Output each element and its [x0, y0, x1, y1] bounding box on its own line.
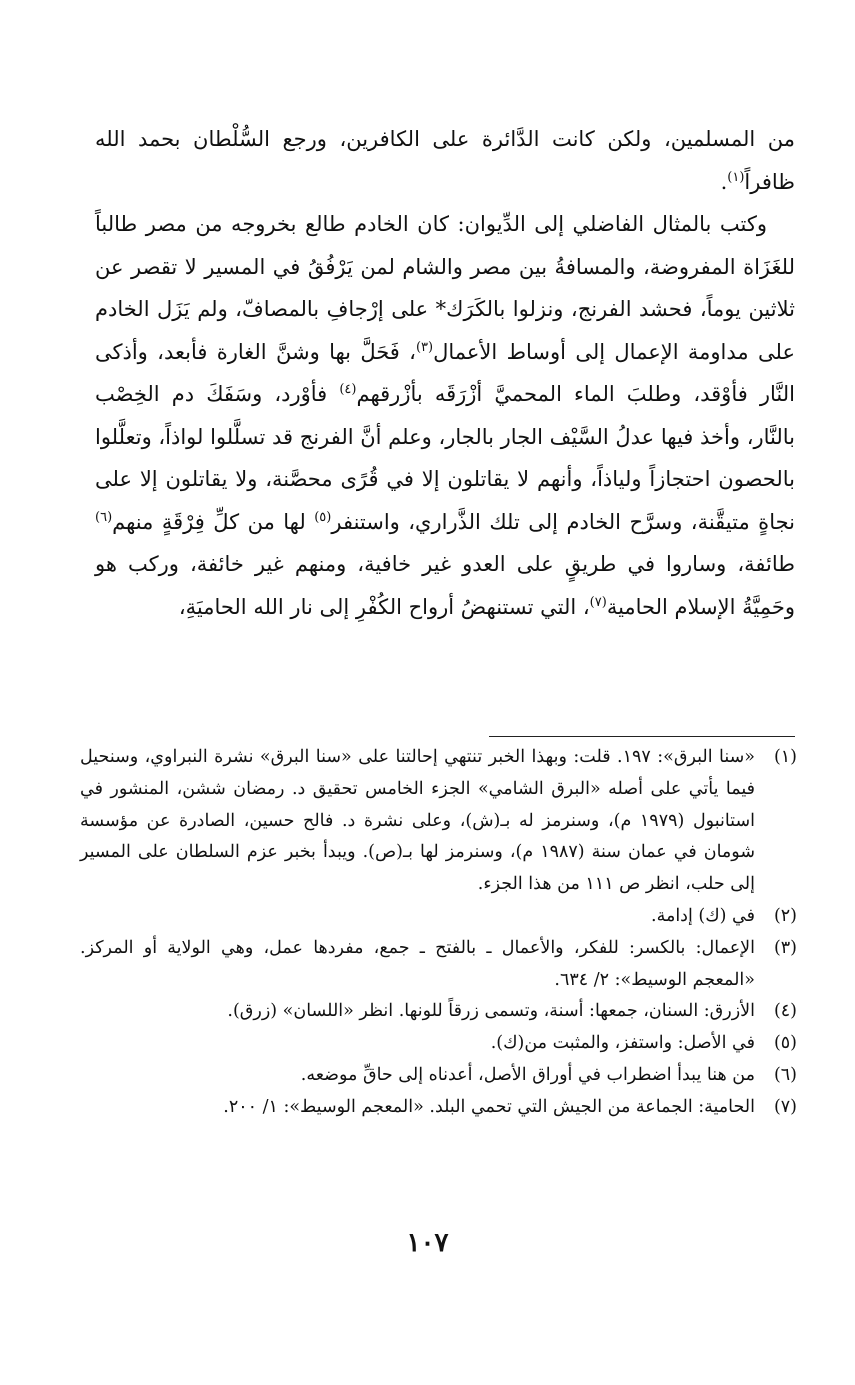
- footnote-number: (٦): [773, 1064, 797, 1085]
- footnote-text: في الأصل: واستفز، والمثبت من(ك).: [490, 1033, 755, 1054]
- footnote-number: (٣): [773, 937, 797, 958]
- footnote-item: [80, 742, 797, 901]
- footnotes-list: [80, 742, 797, 1124]
- footnote-ref-6[interactable]: (٦): [95, 509, 113, 525]
- paragraph-2-text-e: طائفة، وساروا في طريقٍ على العدو غير خافية، ومنهم غير خائفة، وركب هو وحَمِيَّةُ الإسلام الحامية: [95, 552, 795, 619]
- footnote-number: (٢): [773, 905, 797, 926]
- footnote-text: الحامية: الجماعة من الجيش التي تحمي البلد. «المعجم الوسيط»: ١/ ٢٠٠.: [223, 1096, 755, 1117]
- paragraph-2-text-b: ، فَحَلَّ بها وشنَّ الغارة فأبعد، وأذكى النَّار فأوْقد، وطلبَ الماء المحميَّ أزْرَقَه بأزْرقهم: [95, 339, 795, 406]
- footnote-number: (٥): [773, 1033, 797, 1054]
- footnote-number: (٧): [773, 1096, 797, 1117]
- footnote-text: الأزرق: السنان، جمعها: أسنة، وتسمى زرقاً للونها. انظر «اللسان» (زرق).: [227, 1001, 755, 1022]
- footnote-text: الإعمال: بالكسر: للفكر، والأعمال ـ بالفتح ـ جمع، مفردها عمل، وهي الولاية أو المركز. «المعجم الوسيط»: ٢/ ٦٣٤.: [80, 937, 755, 990]
- main-text: [95, 118, 795, 628]
- page-number: ١٠٧: [406, 1228, 449, 1258]
- paragraph-2-text-c: فأوْرد، وسَفَكَ دم الخِصْب بالنَّار، وأخذ فيها عدلُ السَّيْف الجار بالجار، وعلم أنَّ الفرنج قد تسلَّلوا لواذاً، وتعلَّلوا بالحصون احتجازاً ولياذاً، وأنهم لا يقاتلون إلا في قُرًى محصَّنة، ولا يقاتلون إلا على نجاةٍ متيقَّنة، وسرَّح الخادم إلى تلك الذَّراري، واستنفر: [95, 382, 795, 534]
- paragraph-2: [95, 203, 795, 628]
- paragraph-2-text-d: لها من كلِّ فِرْقَةٍ منهم: [112, 509, 315, 534]
- footnote-item: [80, 933, 797, 997]
- footnote-item: [80, 1092, 797, 1124]
- footnote-item: [80, 1028, 797, 1060]
- footnote-text: من هنا يبدأ اضطراب في أوراق الأصل، أعدناه إلى حاقِّ موضعه.: [300, 1064, 755, 1085]
- paragraph-1: [95, 118, 795, 203]
- footnote-ref-3[interactable]: (٣): [415, 339, 434, 355]
- footnote-text: «سنا البرق»: ١٩٧. قلت: وبهذا الخبر تنتهي إحالتنا على «سنا البرق» نشرة النبراوي، وسنحيل فيما يأتي على أصله «البرق الشامي» الجزء الخامس تحقيق د. رمضان ششن، المنشور في استانبول (١٩٧٩ م)، وسنرمز له بـ(ش)، وعلى نشرة د. فالح حسين، الصادرة عن مؤسسة شومان في عمان سنة (١٩٨٧ م)، وسنرمز لها بـ(ص). ويبدأ بخبر عزم السلطان على المسير إلى حلب، انظر ص ١١١ من هذا الجزء.: [80, 747, 755, 895]
- footnote-ref-4[interactable]: (٤): [339, 382, 357, 397]
- footnote-text: في (ك) إدامة.: [651, 905, 755, 926]
- footnote-item: [80, 901, 797, 933]
- paragraph-2-text-f: ، التي تستنهضُ أرواح الكُفْرِ إلى نار الله الحاميَةِ،: [178, 594, 590, 619]
- footnote-divider: [489, 736, 795, 737]
- paragraph-1-end: .: [720, 169, 728, 194]
- paragraph-2-text-a: وكتب بالمثال الفاضلي إلى الدِّيوان: كان الخادم طالع بخروجه من مصر طالباً للغَزَاة المفروضة، والمسافةُ بين مصر والشام لمن يَرْفُقُ في المسير لا تقصر عن ثلاثين يوماً، فحشد الفرنج، ونزلوا بالكَرَك* على إرْجافِ بالمصافّ، ولم يَزَل الخادم على مداومة الإعمال إلى أوساط الأعمال: [95, 212, 795, 364]
- footnote-item: [80, 996, 797, 1028]
- footnote-item: [80, 1060, 797, 1092]
- footnote-ref-5[interactable]: (٥): [314, 509, 332, 525]
- footnote-ref-7[interactable]: (٧): [589, 594, 607, 610]
- footnote-ref-1[interactable]: (١): [727, 169, 745, 185]
- footnote-number: (١): [773, 747, 797, 767]
- paragraph-1-text: من المسلمين، ولكن كانت الدَّائرة على الكافرين، ورجع السُّلْطان بحمد الله ظافراً: [95, 127, 795, 194]
- footnote-number: (٤): [773, 1001, 797, 1022]
